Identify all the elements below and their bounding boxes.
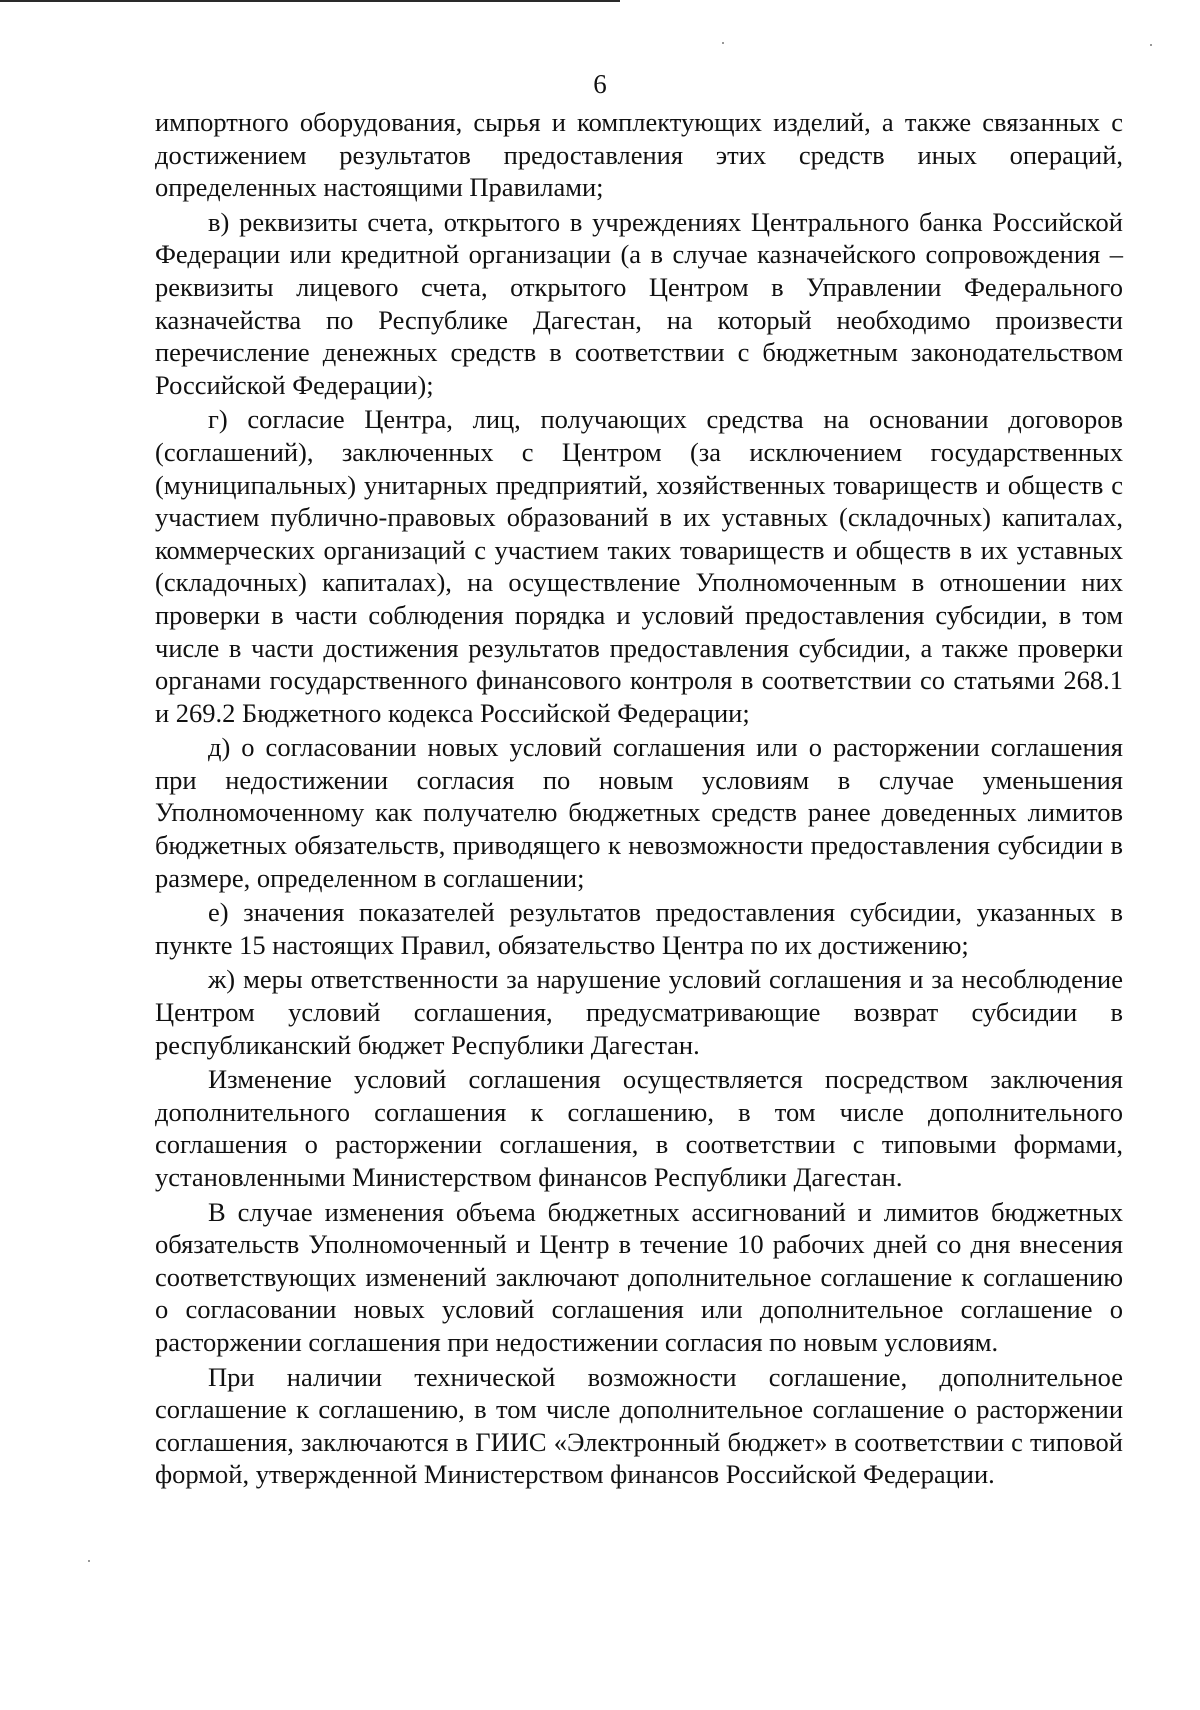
scan-speck [88,1560,90,1562]
paragraph-electronic-budget: При наличии технической возможности соглашение, дополнительное соглашение к соглашению, в том числе дополнительное соглашение о расторжении соглашения, заключаются в ГИИС «Электронный бюджет» в соответствии с типовой формой, утвержденной Министерством финансов Российской Федерации. [155,1361,1123,1490]
paragraph-item-zh: ж) меры ответственности за нарушение условий соглашения и за несоблюдение Центром условий соглашения, предусматривающие возврат субсидии в республиканский бюджет Республики Дагестан. [155,964,1123,1060]
scan-speck [722,42,724,44]
document-body [155,106,1123,1493]
paragraph-amendment: Изменение условий соглашения осуществляется посредством заключения дополнительного соглашения к соглашению, в том числе дополнительного соглашения о расторжении соглашения, в соответствии с типовыми формами, установленными Министерством финансов Республики Дагестан. [155,1064,1123,1192]
page-number: 6 [593,69,607,99]
paragraph-item-g: г) согласие Центра, лиц, получающих средства на основании договоров (соглашений), заключенных с Центром (за исключением государственных (муниципальных) унитарных предприятий, хозяйственных товариществ и обществ с участием публично-правовых образований в их уставных (складочных) капиталах, коммерческих организаций с участием таких товариществ и обществ в их уставных (складочных) капиталах), на осуществление Уполномоченным в отношении них проверки в части соблюдения порядка и условий предоставления субсидии, в том числе в части достижения результатов предоставления субсидии, а также проверки органами государственного финансового контроля в соответствии со статьями 268.1 и 269.2 Бюджетного кодекса Российской Федерации; [155,404,1123,728]
paragraph-continuation: импортного оборудования, сырья и комплектующих изделий, а также связанных с достижением результатов предоставления этих средств иных операций, определенных настоящими Правилами; [155,107,1123,203]
paragraph-item-v: в) реквизиты счета, открытого в учреждениях Центрального банка Российской Федерации или кредитной организации (а в случае казначейского сопровождения – реквизиты лицевого счета, открытого Центром в Управлении Федерального казначейства по Республике Дагестан, на который необходимо произвести перечисление денежных средств в соответствии с бюджетным законодательством Российской Федерации); [155,206,1123,400]
scan-edge-line [0,0,620,2]
paragraph-budget-change: В случае изменения объема бюджетных ассигнований и лимитов бюджетных обязательств Уполномоченный и Центр в течение 10 рабочих дней со дня внесения соответствующих изменений заключают дополнительное соглашение к соглашению о согласовании новых условий соглашения или дополнительное соглашение о расторжении соглашения при недостижении согласия по новым условиям. [155,1196,1123,1357]
paragraph-item-d: д) о согласовании новых условий соглашения или о расторжении соглашения при недостижении согласия по новым условиям в случае уменьшения Уполномоченному как получателю бюджетных средств ранее доведенных лимитов бюджетных обязательств, приводящего к невозможности предоставления субсидии в размере, определенном в соглашении; [155,732,1123,893]
paragraph-item-e: е) значения показателей результатов предоставления субсидии, указанных в пункте 15 настоящих Правил, обязательство Центра по их достижению; [155,897,1123,960]
scan-speck [1150,44,1152,46]
